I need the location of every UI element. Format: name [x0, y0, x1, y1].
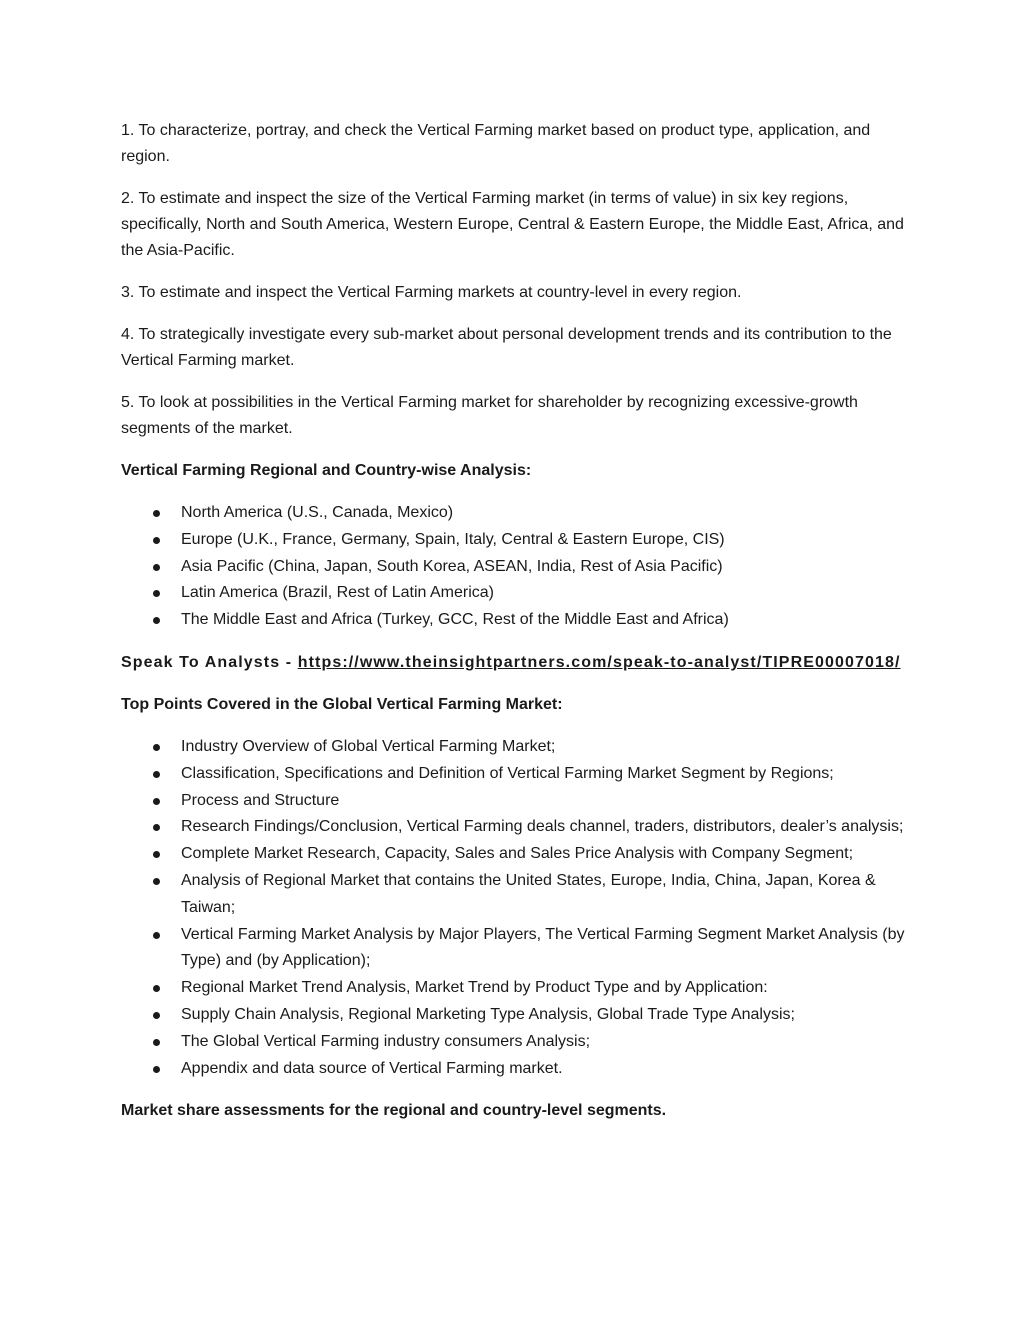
document-page: [121, 118, 906, 1140]
list-item: [121, 841, 906, 868]
list-item: [121, 580, 906, 607]
speak-to-analyst-link[interactable]: https://www.theinsightpartners.com/speak-to-analyst/TIPRE00007018/: [297, 653, 901, 671]
speak-label: Speak To Analysts -: [121, 653, 298, 671]
list-item: [121, 788, 906, 815]
closing-statement: Market share assessments for the regional and country-level segments.: [121, 1102, 667, 1120]
list-item-text: Latin America (Brazil, Rest of Latin America): [181, 584, 495, 602]
list-item-text: Research Findings/Conclusion, Vertical Farming deals channel, traders, distributors, dealer’s analysis;: [181, 818, 904, 836]
bullet-icon: [153, 510, 160, 517]
bullet-icon: [153, 932, 160, 939]
list-item-text: Complete Market Research, Capacity, Sales and Sales Price Analysis with Company Segment;: [181, 845, 854, 863]
list-item: [121, 1056, 906, 1083]
top-points-list: [121, 734, 906, 1082]
list-item-text: Classification, Specifications and Definition of Vertical Farming Market Segment by Regions;: [181, 764, 834, 782]
regional-heading: Vertical Farming Regional and Country-wise Analysis:: [121, 462, 532, 479]
objective-5: 5. To look at possibilities in the Vertical Farming market for shareholder by recognizing excessive-growth segments of the market.: [121, 394, 858, 437]
bullet-icon: [153, 985, 160, 992]
list-item-text: Regional Market Trend Analysis, Market Trend by Product Type and by Application:: [181, 979, 768, 997]
bullet-icon: [153, 564, 160, 571]
list-item: [121, 922, 906, 976]
list-item: [121, 607, 906, 634]
bullet-icon: [153, 824, 160, 831]
speak-to-analysts: [121, 650, 906, 676]
bullet-icon: [153, 1039, 160, 1046]
regional-list: [121, 500, 906, 634]
list-item-text: North America (U.S., Canada, Mexico): [181, 504, 454, 521]
bullet-icon: [153, 590, 160, 597]
list-item: [121, 527, 906, 554]
list-item: [121, 1002, 906, 1029]
bullet-icon: [153, 878, 160, 885]
objective-3: 3. To estimate and inspect the Vertical Farming markets at country-level in every region.: [121, 284, 742, 301]
bullet-icon: [153, 744, 160, 751]
list-item-text: Europe (U.K., France, Germany, Spain, Italy, Central & Eastern Europe, CIS): [181, 530, 725, 548]
list-item: [121, 814, 906, 841]
bullet-icon: [153, 1012, 160, 1019]
list-item: [121, 554, 906, 581]
bullet-icon: [153, 537, 160, 544]
list-item: [121, 761, 906, 788]
bullet-icon: [153, 798, 160, 805]
list-item: [121, 734, 906, 761]
bullet-icon: [153, 771, 160, 778]
objective-1: 1. To characterize, portray, and check the Vertical Farming market based on product type, application, and region.: [121, 122, 871, 165]
bullet-icon: [153, 1066, 160, 1073]
list-item: [121, 1029, 906, 1056]
list-item: [121, 500, 906, 527]
list-item-text: Process and Structure: [181, 791, 340, 809]
list-item-text: The Global Vertical Farming industry consumers Analysis;: [181, 1032, 591, 1050]
list-item-text: Vertical Farming Market Analysis by Major Players, The Vertical Farming Segment Market Analysis (by Type) and (by Application);: [181, 925, 905, 970]
objective-4: 4. To strategically investigate every sub-market about personal development trends and its contribution to the Vertical Farming market.: [121, 326, 892, 369]
list-item-text: Supply Chain Analysis, Regional Marketing Type Analysis, Global Trade Type Analysis;: [181, 1005, 795, 1023]
list-item: [121, 868, 906, 922]
list-item-text: Industry Overview of Global Vertical Farming Market;: [181, 737, 556, 755]
list-item-text: Appendix and data source of Vertical Farming market.: [181, 1059, 563, 1077]
list-item-text: The Middle East and Africa (Turkey, GCC, Rest of the Middle East and Africa): [181, 611, 729, 629]
objective-2: 2. To estimate and inspect the size of the Vertical Farming market (in terms of value) in six key regions, specifically, North and South America, Western Europe, Central & Eastern Europe, the Middle East, Africa, and the Asia-Pacific.: [121, 190, 904, 259]
list-item-text: Asia Pacific (China, Japan, South Korea, ASEAN, India, Rest of Asia Pacific): [181, 557, 723, 575]
bullet-icon: [153, 851, 160, 858]
bullet-icon: [153, 617, 160, 624]
list-item-text: Analysis of Regional Market that contains the United States, Europe, India, China, Japan, Korea & Taiwan;: [181, 871, 876, 916]
list-item: [121, 975, 906, 1002]
top-points-heading: Top Points Covered in the Global Vertical Farming Market:: [121, 695, 563, 713]
